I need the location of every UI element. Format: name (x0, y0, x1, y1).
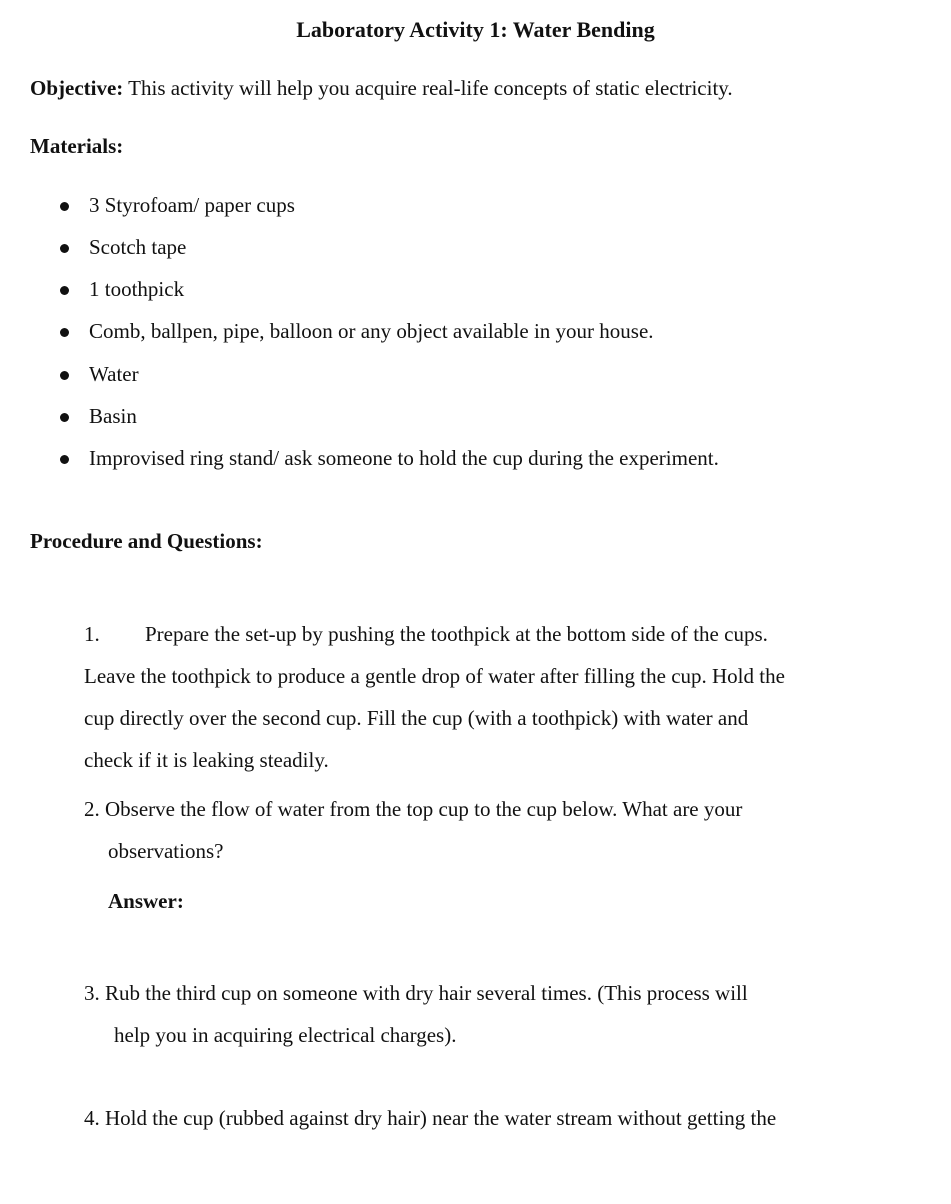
step-text-line: 3. Rub the third cup on someone with dry hair several times. (This process will (84, 981, 748, 1005)
objective-label: Objective: (30, 76, 124, 100)
bullet-icon (60, 202, 69, 211)
material-item-text: Comb, ballpen, pipe, balloon or any object available in your house. (89, 319, 654, 343)
objective-text: This activity will help you acquire real-life concepts of static electricity. (128, 76, 733, 100)
step-text-line: 4. Hold the cup (rubbed against dry hair) near the water stream without getting the (84, 1106, 777, 1130)
material-item-text: 3 Styrofoam/ paper cups (89, 193, 295, 217)
materials-heading: Materials: (30, 134, 124, 158)
bullet-icon (60, 371, 69, 380)
bullet-icon (60, 455, 69, 464)
step-text-line: Prepare the set-up by pushing the toothpick at the bottom side of the cups. (145, 622, 768, 646)
step-text-line: help you in acquiring electrical charges). (114, 1023, 457, 1047)
bullet-icon (60, 244, 69, 253)
step-number: 1. (84, 622, 100, 646)
step-text-line: observations? (108, 839, 224, 863)
answer-label: Answer: (108, 889, 184, 913)
step-text-line: cup directly over the second cup. Fill the cup (with a toothpick) with water and (84, 706, 749, 730)
step-text-line: Leave the toothpick to produce a gentle drop of water after filling the cup. Hold the (84, 664, 785, 688)
material-item-text: Improvised ring stand/ ask someone to hold the cup during the experiment. (89, 446, 719, 470)
step-text-line: 2. Observe the flow of water from the top cup to the cup below. What are your (84, 797, 743, 821)
material-item-text: Basin (89, 404, 137, 428)
step-text-line: check if it is leaking steadily. (84, 748, 329, 772)
bullet-icon (60, 413, 69, 422)
material-item-text: 1 toothpick (89, 277, 185, 301)
bullet-icon (60, 286, 69, 295)
material-item-text: Water (89, 362, 139, 386)
material-item-text: Scotch tape (89, 235, 187, 259)
objective-paragraph (30, 76, 733, 101)
bullet-icon (60, 328, 69, 337)
page-title: Laboratory Activity 1: Water Bending (296, 17, 655, 42)
procedure-heading: Procedure and Questions: (30, 529, 263, 553)
